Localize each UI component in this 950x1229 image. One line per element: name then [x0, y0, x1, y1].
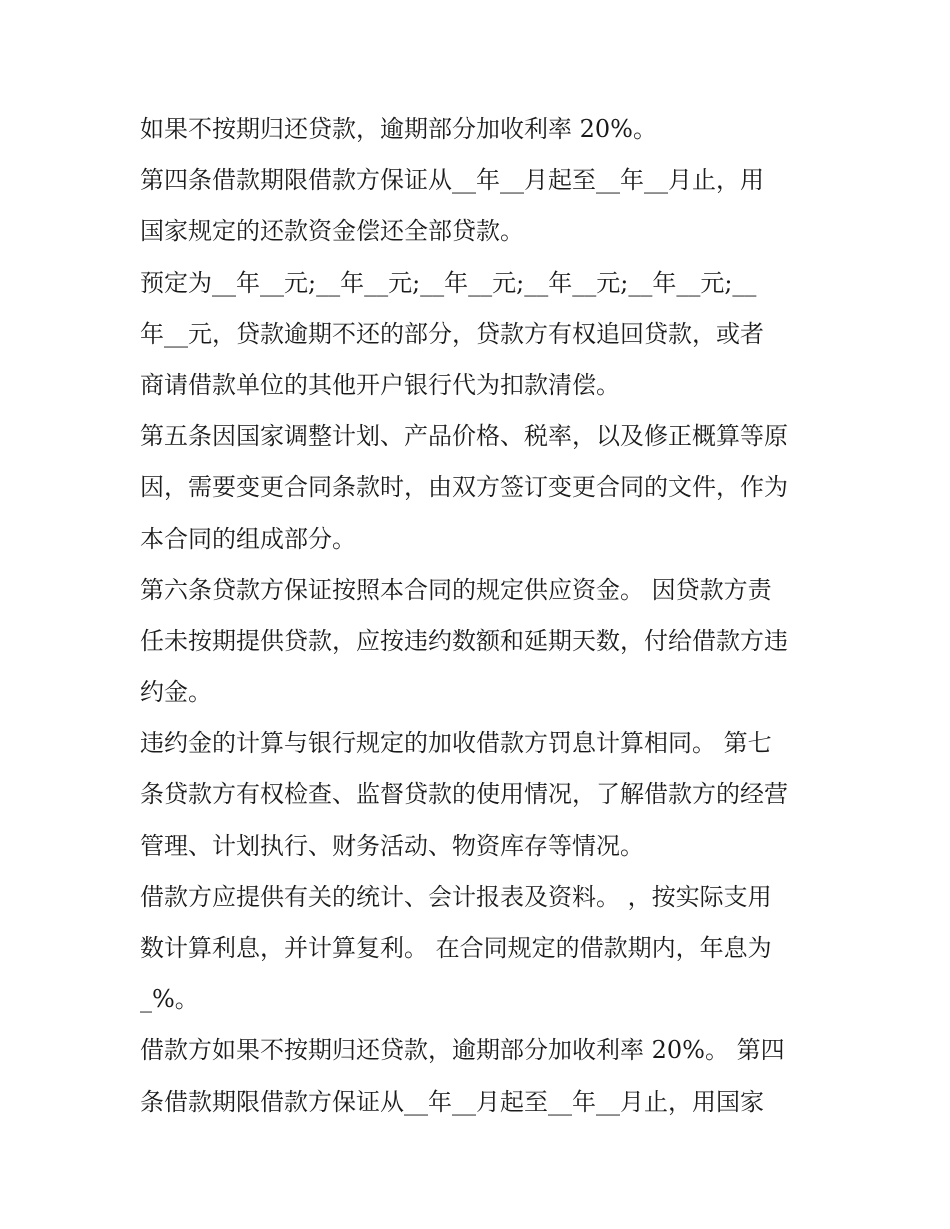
text-line: 数计算利息，并计算复利。 在合同规定的借款期内，年息为 — [140, 934, 772, 962]
text-line: _%。 — [140, 985, 199, 1014]
paragraph-article-5 — [140, 411, 820, 565]
text-line: 因，需要变更合同条款时，由双方签订变更合同的文件，作为 — [140, 473, 788, 502]
text-line: 违约金的计算与银行规定的加收借款方罚息计算相同。 第七 — [140, 729, 772, 758]
text-line: 预定为__年__元;__年__元;__年__元;__年__元;__年__元;__ — [140, 268, 757, 297]
text-line: 年__元，贷款逾期不还的部分，贷款方有权追回贷款，或者 — [140, 319, 764, 348]
text-line: 条贷款方有权检查、监督贷款的使用情况，了解借款方的经营 — [140, 780, 788, 809]
text-line: 国家规定的还款资金偿还全部贷款。 — [140, 217, 524, 246]
text-line: 第六条贷款方保证按照本合同的规定供应资金。 因贷款方责 — [140, 575, 772, 604]
text-line: 借款方应提供有关的统计、会计报表及资料。 ，按实际支用 — [140, 882, 772, 911]
paragraph-reports-interest — [140, 872, 820, 1026]
paragraph-repayment-schedule — [140, 258, 820, 412]
text-line: 如果不按期归还贷款，逾期部分加收利率 20%。 — [140, 115, 657, 143]
text-line: 管理、计划执行、财务活动、物资库存等情况。 — [140, 831, 644, 860]
paragraph-article-4 — [140, 155, 820, 257]
paragraph-overdue-repeat — [140, 1025, 820, 1127]
text-line: 本合同的组成部分。 — [140, 524, 356, 553]
paragraph-article-7 — [140, 718, 820, 872]
document-body — [140, 104, 820, 1128]
text-line: 借款方如果不按期归还贷款，逾期部分加收利率 20%。 第四 — [140, 1036, 785, 1065]
text-line: 约金。 — [140, 678, 212, 707]
paragraph-overdue-interest — [140, 104, 820, 155]
paragraph-article-6 — [140, 565, 820, 719]
text-line: 第五条因国家调整计划、产品价格、税率，以及修正概算等原 — [140, 422, 788, 451]
text-line: 商请借款单位的其他开户银行代为扣款清偿。 — [140, 370, 620, 399]
text-line: 条借款期限借款方保证从__年__月起至__年__月止，用国家 — [140, 1087, 764, 1116]
text-line: 任未按期提供贷款，应按违约数额和延期天数，付给借款方违 — [140, 626, 788, 655]
text-line: 第四条借款期限借款方保证从__年__月起至__年__月止，用 — [140, 166, 764, 195]
